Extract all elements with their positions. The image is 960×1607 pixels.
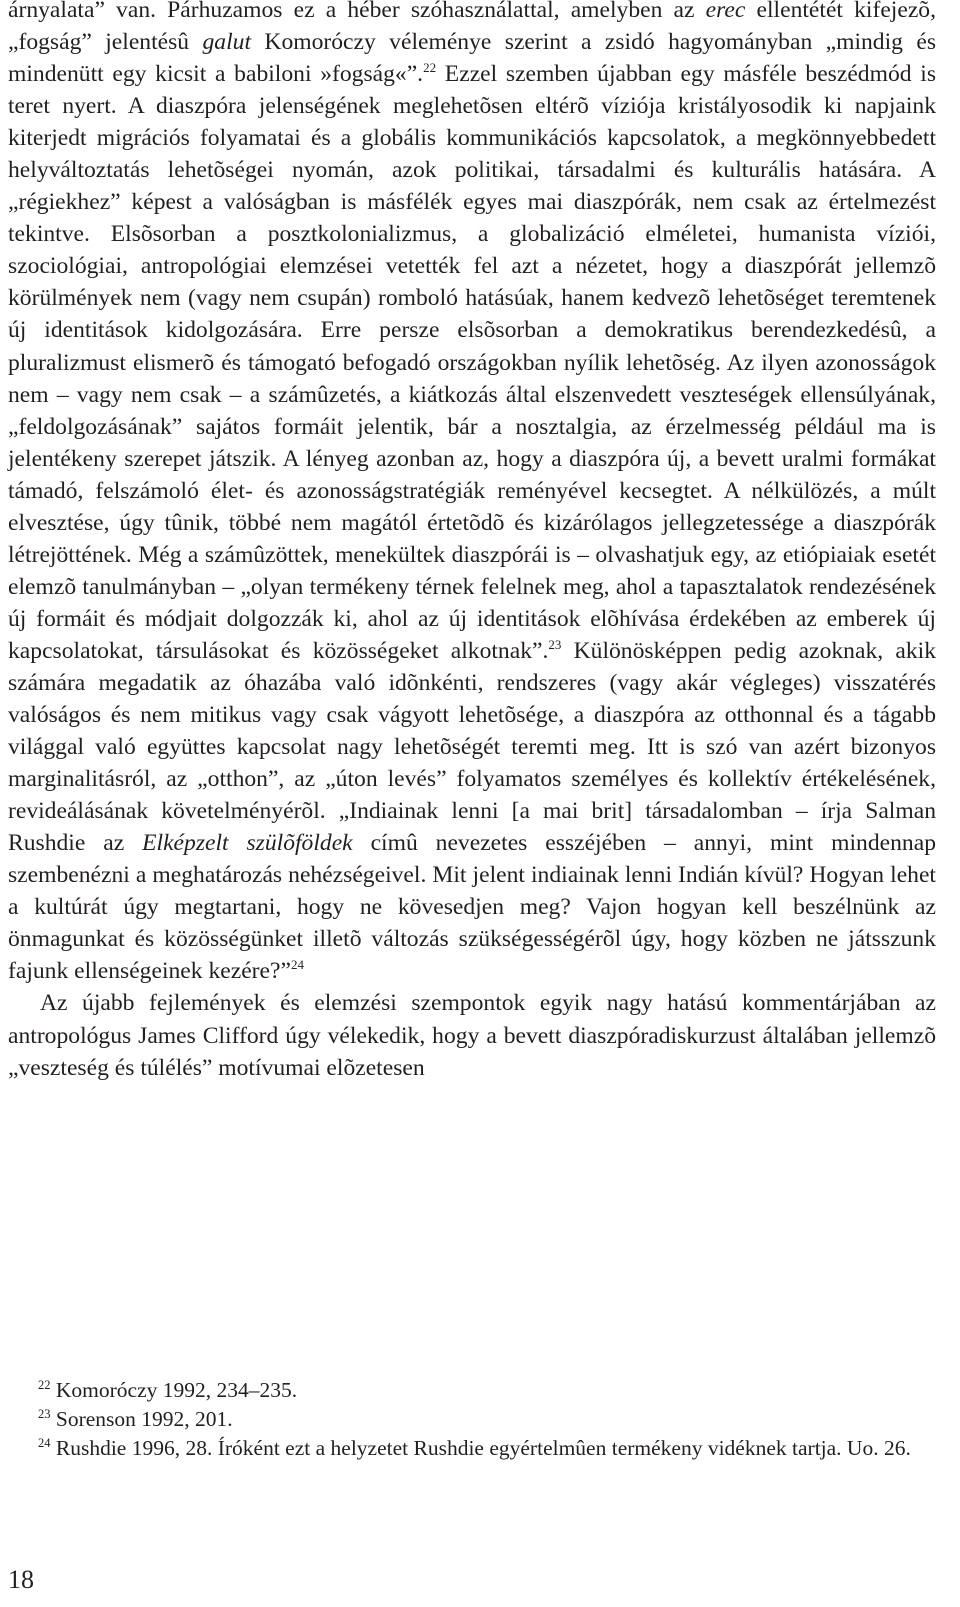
italic-text: Elképzelt szülõföldek — [142, 830, 353, 857]
italic-text: erec — [705, 0, 746, 23]
text-run: címû nevezetes esszéjében – annyi, mint mindennap szembenézni a meghatározás nehézségeivel. Mit jelent indiainak lenni Indián kívül? Hogyan lehet a kultúrát úgy megtartani, hogy ne kövesedjen meg? Vajon hogyan kell beszélnünk az önmagunkat és közösségünket illetõ változás szükségességérõl úgy, hogy közben ne játsszunk fajunk ellenségeinek kezére?” — [8, 830, 936, 985]
text-run: Ezzel szemben újabban egy másféle beszédmód is teret nyert. A diaszpóra jelenségének meglehetõsen eltérõ víziója kristályosodik ki napjaink kiterjedt migrációs folyamatai és a globális kommunikációs kapcsolatok, a megkönnyebbedett helyváltoztatás lehetõségei nyomán, azok politikai, társadalmi és kulturális hatására. A „régiekhez” képest a valóságban is másfélék egyes mai diaszpórák, nem csak az értelmezést tekintve. Elsõsorban a posztkolonializmus, a globalizáció elméletei, humanista víziói, szociológiai, antropológiai elemzései vetették fel azt a nézetet, hogy a diaszpórát jellemzõ körülmények nem (vagy nem csupán) romboló hatásúak, hanem kedvezõ lehetõséget teremtenek új identitások kidolgozására. Erre persze elsõsorban a demokratikus berendezkedésû, a pluralizmust elismerõ és támogató befogadó országokban nyílik lehetõség. Az ilyen azonosságok nem – vagy nem csak – a számûzetés, a kiátkozás által elszenvedett veszteségek ellensúlyának, „feldolgozásának” sajátos formáit jelentik, bár a nosztalgia, az érzelmesség például ma is jelentékeny szerepet játszik. A lényeg azonban az, hogy a diaszpóra új, a bevett uralmi formákat támadó, felszámoló élet- és azonosságstratégiák reményével kecsegtet. A nélkülözés, a múlt elvesztése, úgy tûnik, többé nem magától értetõdõ és kizárólagos jellegzetessége a diaszpórák létrejöttének. Még a számûzöttek, menekültek diaszpórái is – olvashatjuk egy, az etiópiaiak esetét elemzõ tanulmányban – „olyan termékeny térnek felelnek meg, ahol a tapasztalatok rendezésének új formáit és módjait dolgozzák ki, ahol az új identitások elõhívása érdekében az emberek új kapcsolatokat, társulásokat és közösségeket alkotnak”. — [8, 61, 936, 664]
footnote-number: 22 — [38, 1378, 51, 1392]
paragraph — [8, 0, 936, 987]
footnote-number: 24 — [38, 1436, 51, 1450]
text-run: ellentétét kifejezõ, „fogság” jelentésû — [8, 0, 936, 56]
footnote-text: Komoróczy 1992, 234–235. — [55, 1378, 298, 1402]
footnote-reference: 22 — [423, 60, 437, 76]
footnote — [8, 1376, 936, 1405]
footnotes — [8, 1376, 936, 1463]
footnote-number: 23 — [38, 1407, 51, 1421]
footnote-text: Sorenson 1992, 201. — [55, 1407, 233, 1431]
footnote-reference: 23 — [548, 636, 562, 652]
paragraph — [8, 987, 936, 1083]
page-number: 18 — [8, 1565, 34, 1594]
text-run: Különösképpen pedig azoknak, akik számára megadatik az óhazába való idõnkénti, rendszeres (vagy akár végleges) visszatérés valóságos és nem mitikus vagy csak vágyott lehetõsége, a diaszpóra az otthonnal és a tágabb világgal való együttes kapcsolat nagy lehetõségét teremti meg. Itt is szó van azért bizonyos marginalitásról, az „otthon”, az „úton levés” folyamatos személyes és kollektív értékelésének, revideálásának követelményérõl. „Indiainak lenni [a mai brit] társadalomban – írja Salman Rushdie az — [8, 637, 937, 857]
footnote-reference: 24 — [290, 957, 304, 973]
footnote-text: Rushdie 1996, 28. Íróként ezt a helyzetet Rushdie egyértelmûen termékeny vidéknek tartja. Uo. 26. — [55, 1436, 911, 1460]
text-run: Komoróczy véleménye szerint a zsidó hagyományban „mindig és mindenütt egy kicsit a babiloni »fogság«”. — [8, 29, 937, 88]
main-text — [8, 0, 936, 1084]
italic-text: galut — [202, 29, 252, 56]
text-run: árnyalata” van. Párhuzamos ez a héber szóhasználattal, amelyben az — [8, 0, 706, 23]
footnote — [8, 1434, 936, 1463]
footnote — [8, 1405, 936, 1434]
text-run: Az újabb fejlemények és elemzési szempontok egyik nagy hatású kommentárjában az antropológus James Clifford úgy vélekedik, hogy a bevett diaszpóradiskurzust általában jellemzõ „veszteség és túlélés” motívumai elõzetesen — [8, 990, 936, 1081]
